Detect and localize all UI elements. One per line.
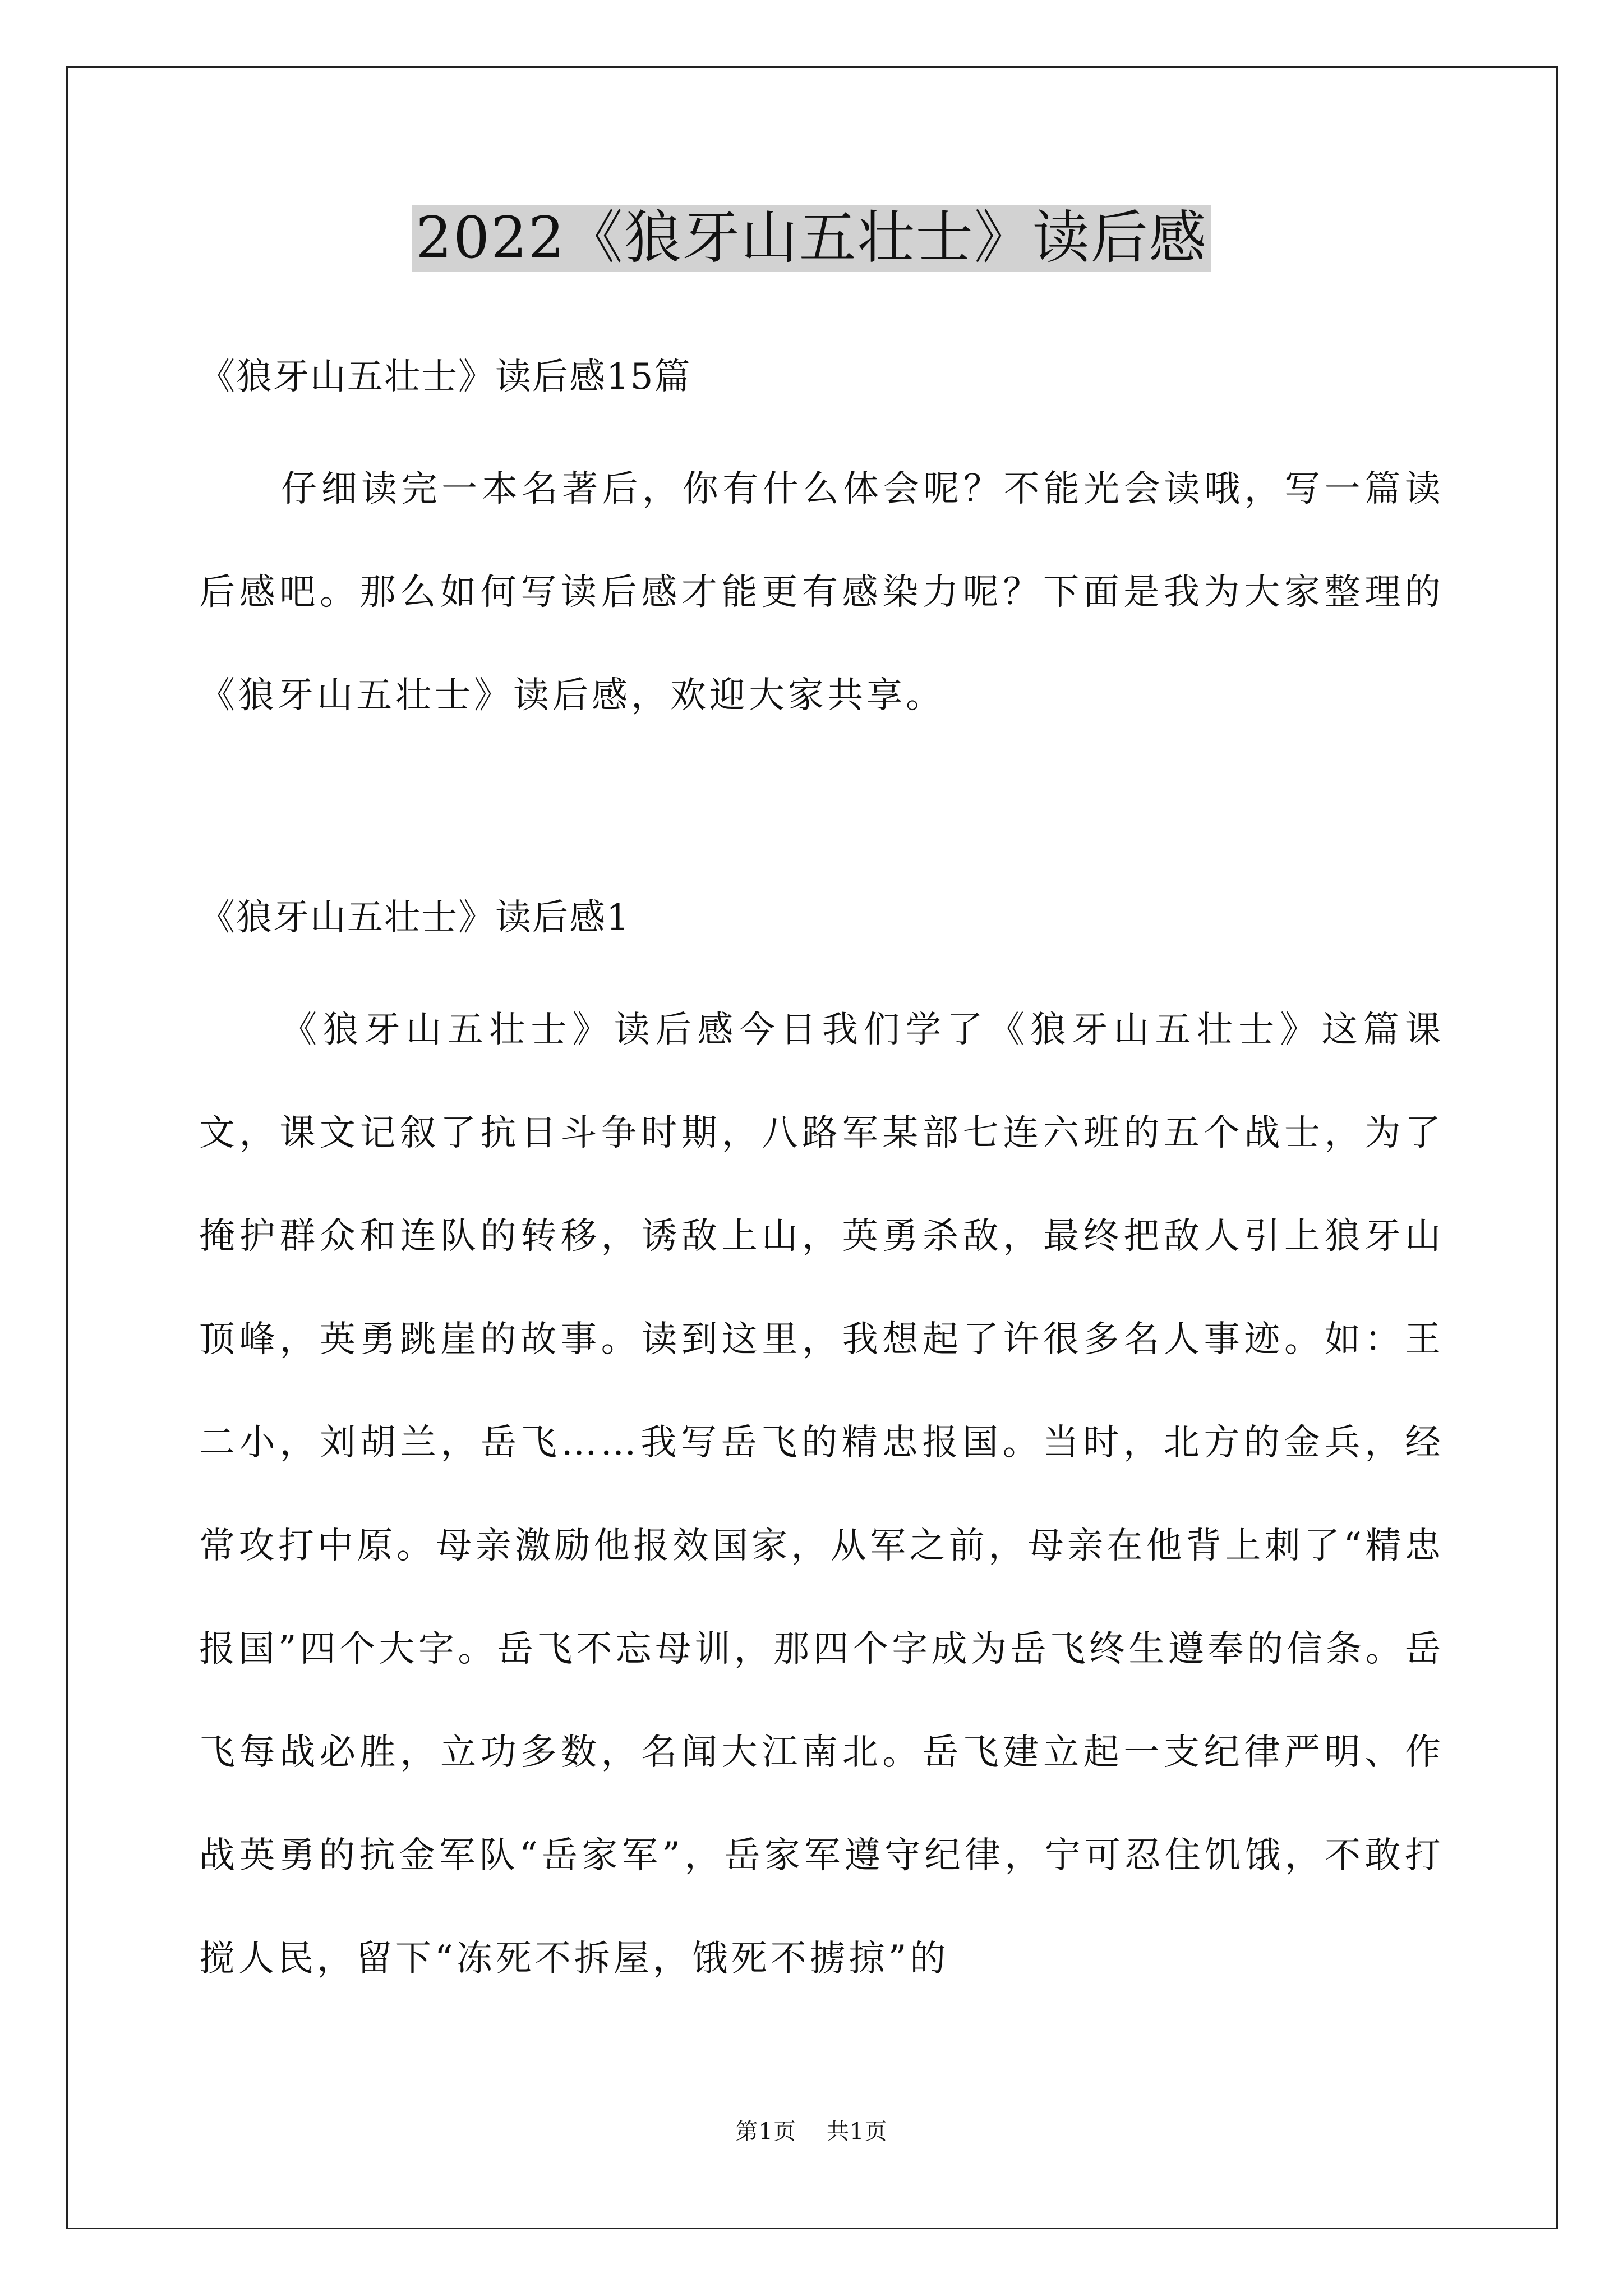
subtitle: 《狼牙山五壮士》读后感15篇	[199, 356, 691, 398]
document-title-text: 2022《狼牙山五壮士》读后感	[412, 205, 1211, 272]
page-footer	[0, 2115, 1623, 2148]
page-number: 第1页	[735, 2119, 796, 2145]
intro-paragraph: 仔细读完一本名著后，你有什么体会呢？不能光会读哦，写一篇读后感吧。那么如何写读后感才能更有感染力呢？下面是我为大家整理的《狼牙山五壮士》读后感，欢迎大家共享。	[199, 468, 1444, 716]
page-total: 共1页	[827, 2119, 888, 2145]
section-heading: 《狼牙山五壮士》读后感1	[199, 897, 630, 938]
document-title	[0, 199, 1623, 278]
section-paragraph: 《狼牙山五壮士》读后感今日我们学了《狼牙山五壮士》这篇课文，课文记叙了抗日斗争时期，八路军某部七连六班的五个战士，为了掩护群众和连队的转移，诱敌上山，英勇杀敌，最终把敌人引上狼牙山顶峰，英勇跳崖的故事。读到这里，我想起了许很多名人事迹。如：王二小，刘胡兰，岳飞……我写岳飞的精忠报国。当时，北方的金兵，经常攻打中原。母亲激励他报效国家，从军之前，母亲在他背上刺了“精忠报国”四个大字。岳飞不忘母训，那四个字成为岳飞终生遵奉的信条。岳飞每战必胜，立功多数，名闻大江南北。岳飞建立起一支纪律严明、作战英勇的抗金军队“岳家军”，岳家军遵守纪律，宁可忍住饥饿，不敢打搅人民，留下“冻死不拆屋，饿死不掳掠”的	[199, 1009, 1444, 1980]
